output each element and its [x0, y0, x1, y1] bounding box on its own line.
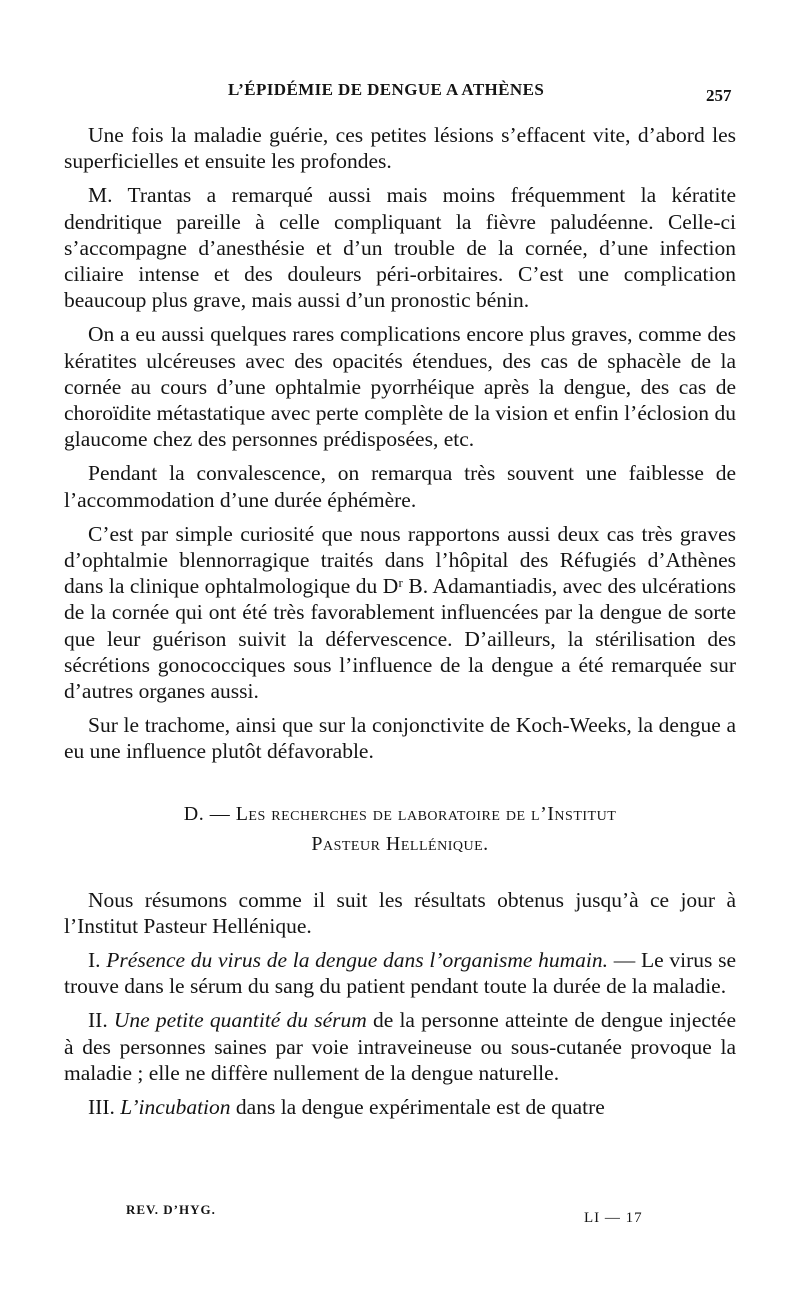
lab-item-2-number: II.	[88, 1008, 108, 1033]
page-body	[64, 122, 736, 1128]
section-heading-line-2: Pasteur Hellénique.	[311, 832, 489, 855]
lab-item-3-text: dans la dengue expérimentale est de quatre	[230, 1095, 605, 1120]
lab-item-2	[64, 1007, 736, 1086]
section-heading	[64, 799, 736, 859]
paragraph-lab-intro: Nous résumons comme il suit les résultats obtenus jusqu’à ce jour à l’Institut Pasteur Hellénique.	[64, 887, 736, 938]
paragraph-ophtalmie: C’est par simple curiosité que nous rapportons aussi deux cas très graves d’ophtalmie blennorragique traités dans l’hôpital des Réfugiés d’Athènes dans la clinique ophtalmologique du Dʳ B. Adamantiadis, avec des ulcérations de la cornée qui ont été très favorablement influencées par la dengue de sorte que leur guérison suivit la défervescence. D’ailleurs, la stérilisation des sécrétions gonococciques sous l’influence de la dengue a été remarquée sur d’autres organes aussi.	[64, 521, 736, 704]
lab-item-1-text: — Le virus se trouve dans le sérum du sang du patient pendant toute la durée de la maladie.	[64, 948, 737, 999]
page-number: 257	[706, 86, 732, 105]
section-heading-line-1: D. — Les recherches de laboratoire de l’Institut	[183, 802, 617, 825]
paragraph-convalescence: Pendant la convalescence, on remarqua très souvent une faiblesse de l’accommodation d’une durée éphémère.	[64, 461, 736, 512]
lab-item-1-title: Présence du virus de la dengue dans l’organisme humain.	[106, 948, 609, 973]
page-footer	[0, 1198, 800, 1228]
lab-item-3-number: III.	[88, 1095, 115, 1120]
lab-item-2-text: de la personne atteinte de dengue injectée à des personnes saines par voie intraveineuse ou sous-cutanée provoque la maladie ; elle ne diffère nullement de la dengue naturelle.	[64, 1008, 737, 1085]
paragraph-trachome: Sur le trachome, ainsi que sur la conjonctivite de Koch-Weeks, la dengue a eu une influence plutôt défavorable.	[64, 713, 736, 764]
lab-item-2-title: Une petite quantité du sérum	[113, 1008, 367, 1033]
footer-signature: REV. D’HYG.	[126, 1202, 216, 1217]
paragraph-keratite: M. Trantas a remarqué aussi mais moins fréquemment la kératite dendritique pareille à celle compliquant la fièvre paludéenne. Celle-ci s’accompagne d’anesthésie et d’un trouble de la cornée, d’une infection ciliaire intense et des douleurs péri-orbitaires. C’est une complication beaucoup plus grave, mais aussi d’un pronostic bénin.	[64, 183, 736, 313]
lab-item-3-title: L’incubation	[120, 1095, 231, 1120]
lab-item-1-number: I.	[88, 948, 101, 973]
page-header	[0, 80, 800, 110]
paragraph-lesions: Une fois la maladie guérie, ces petites lésions s’effacent vite, d’abord les superficielles et ensuite les profondes.	[64, 123, 736, 174]
lab-item-3	[64, 1094, 736, 1120]
running-head: L’ÉPIDÉMIE DE DENGUE A ATHÈNES	[228, 80, 545, 99]
footer-sheet-mark: LI — 17	[584, 1210, 643, 1226]
lab-item-1	[64, 947, 736, 999]
paragraph-complications: On a eu aussi quelques rares complications encore plus graves, comme des kératites ulcéreuses avec des opacités étendues, des cas de sphacèle de la cornée au cours d’une ophtalmie pyorrhéique après la dengue, des cas de choroïdite métastatique avec perte complète de la vision et enfin l’éclosion du glaucome chez des personnes prédisposées, etc.	[64, 322, 736, 452]
